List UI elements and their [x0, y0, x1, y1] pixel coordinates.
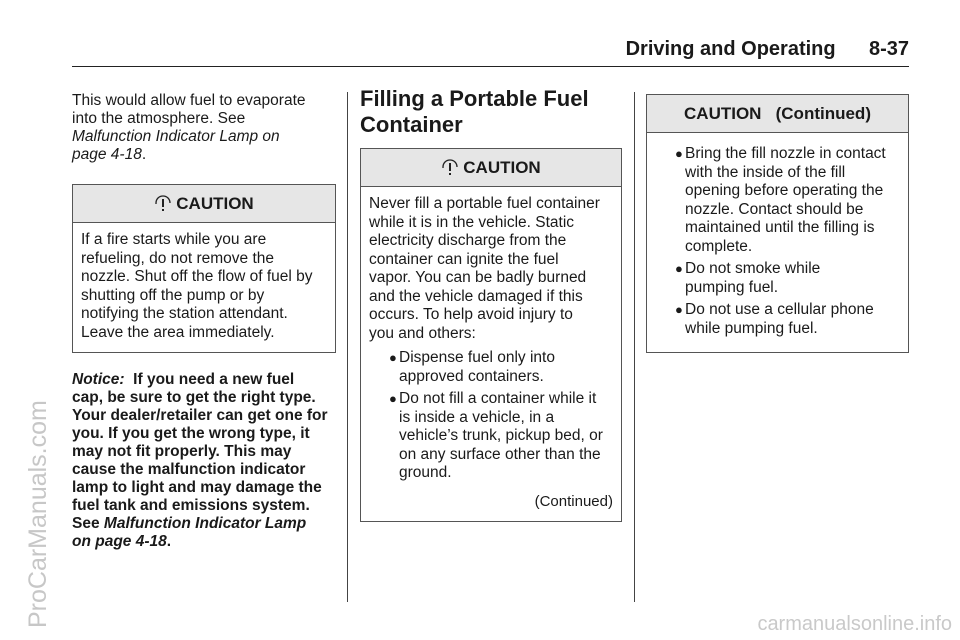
intro-paragraph: This would allow fuel to evaporate into the atmosphere. See Malfunction Indicator Lamp on page 4-18.: [72, 92, 306, 163]
page-header: [72, 36, 909, 67]
section-name: Driving and Operating: [625, 38, 836, 60]
warning-icon: [154, 195, 172, 213]
caution-text: Never fill a portable fuel container while it is in the vehicle. Static electricity discharge from the container can ignite the fuel vapor. You can be badly burned and the vehicle damaged if this occurs. To help avoid injury to you and others: ● Dispense fuel only into approved containers. ● Do not fill a container while it is inside a vehicle, in a vehicle’s trunk, pickup bed, or on any surface other than the ground. (Continued): [369, 195, 613, 510]
caution-heading: CAUTION: [73, 185, 335, 223]
list-item: ● Do not use a cellular phone while pumping fuel.: [675, 301, 874, 337]
caution-heading: CAUTION (Continued): [647, 95, 908, 133]
bullet-icon: ●: [675, 146, 683, 161]
caution-text: [647, 133, 908, 352]
bullet-icon: ●: [675, 302, 683, 317]
list-item: ● Dispense fuel only into approved containers.: [389, 349, 555, 385]
bullet-icon: ●: [389, 391, 397, 406]
caution-text: If a fire starts while you are refueling, do not remove the nozzle. Shut off the flow of fuel by shutting off the pump or by notifying the station attendant. Leave the area immediately.: [81, 231, 313, 341]
column-1: [72, 92, 336, 551]
header-title: [626, 38, 909, 61]
column-2: [360, 86, 622, 522]
bullet-icon: ●: [389, 350, 397, 365]
bullet-icon: ●: [675, 261, 683, 276]
cross-reference-link[interactable]: Malfunction Indicator Lamp on page 4-18: [72, 128, 280, 163]
caution-box-continued: [646, 94, 909, 353]
column-3: [646, 94, 909, 353]
continued-label: (Continued): [534, 492, 613, 510]
list-item: ● Do not fill a container while it is inside a vehicle, in a vehicle’s trunk, pickup bed, or on any surface other than the ground.: [389, 390, 603, 481]
caution-bullet-list: [655, 145, 900, 338]
column-divider-2: [634, 92, 635, 602]
section-title: Filling a Portable Fuel Container: [360, 86, 589, 137]
warning-icon: [441, 159, 459, 177]
caution-box-fire: [72, 184, 336, 353]
notice-label: Notice:: [72, 371, 125, 388]
notice-cross-reference-link[interactable]: Malfunction Indicator Lamp on page 4-18: [72, 515, 307, 550]
bottom-watermark: carmanualsonline.info: [757, 613, 952, 635]
side-watermark: ProCarManuals.com: [24, 400, 52, 628]
page-number: 8-37: [868, 38, 909, 60]
caution-bullet-list: [369, 349, 613, 483]
notice-paragraph: Notice: If you need a new fuel cap, be sure to get the right type. Your dealer/retailer can get one for you. If you get the wrong type, it may not fit properly. This may cause the malfunction indicator lamp to light and may damage the fuel tank and emissions system. See Malfunction Indicator Lamp on page 4-18.: [72, 371, 328, 550]
caution-box-portable-container: [360, 148, 622, 522]
list-item: ● Bring the fill nozzle in contact with the inside of the fill opening before operating the nozzle. Contact should be maintained until the filling is complete.: [675, 145, 886, 255]
list-item: ● Do not smoke while pumping fuel.: [675, 260, 821, 296]
caution-heading: CAUTION: [361, 149, 621, 187]
column-divider-1: [347, 92, 348, 602]
